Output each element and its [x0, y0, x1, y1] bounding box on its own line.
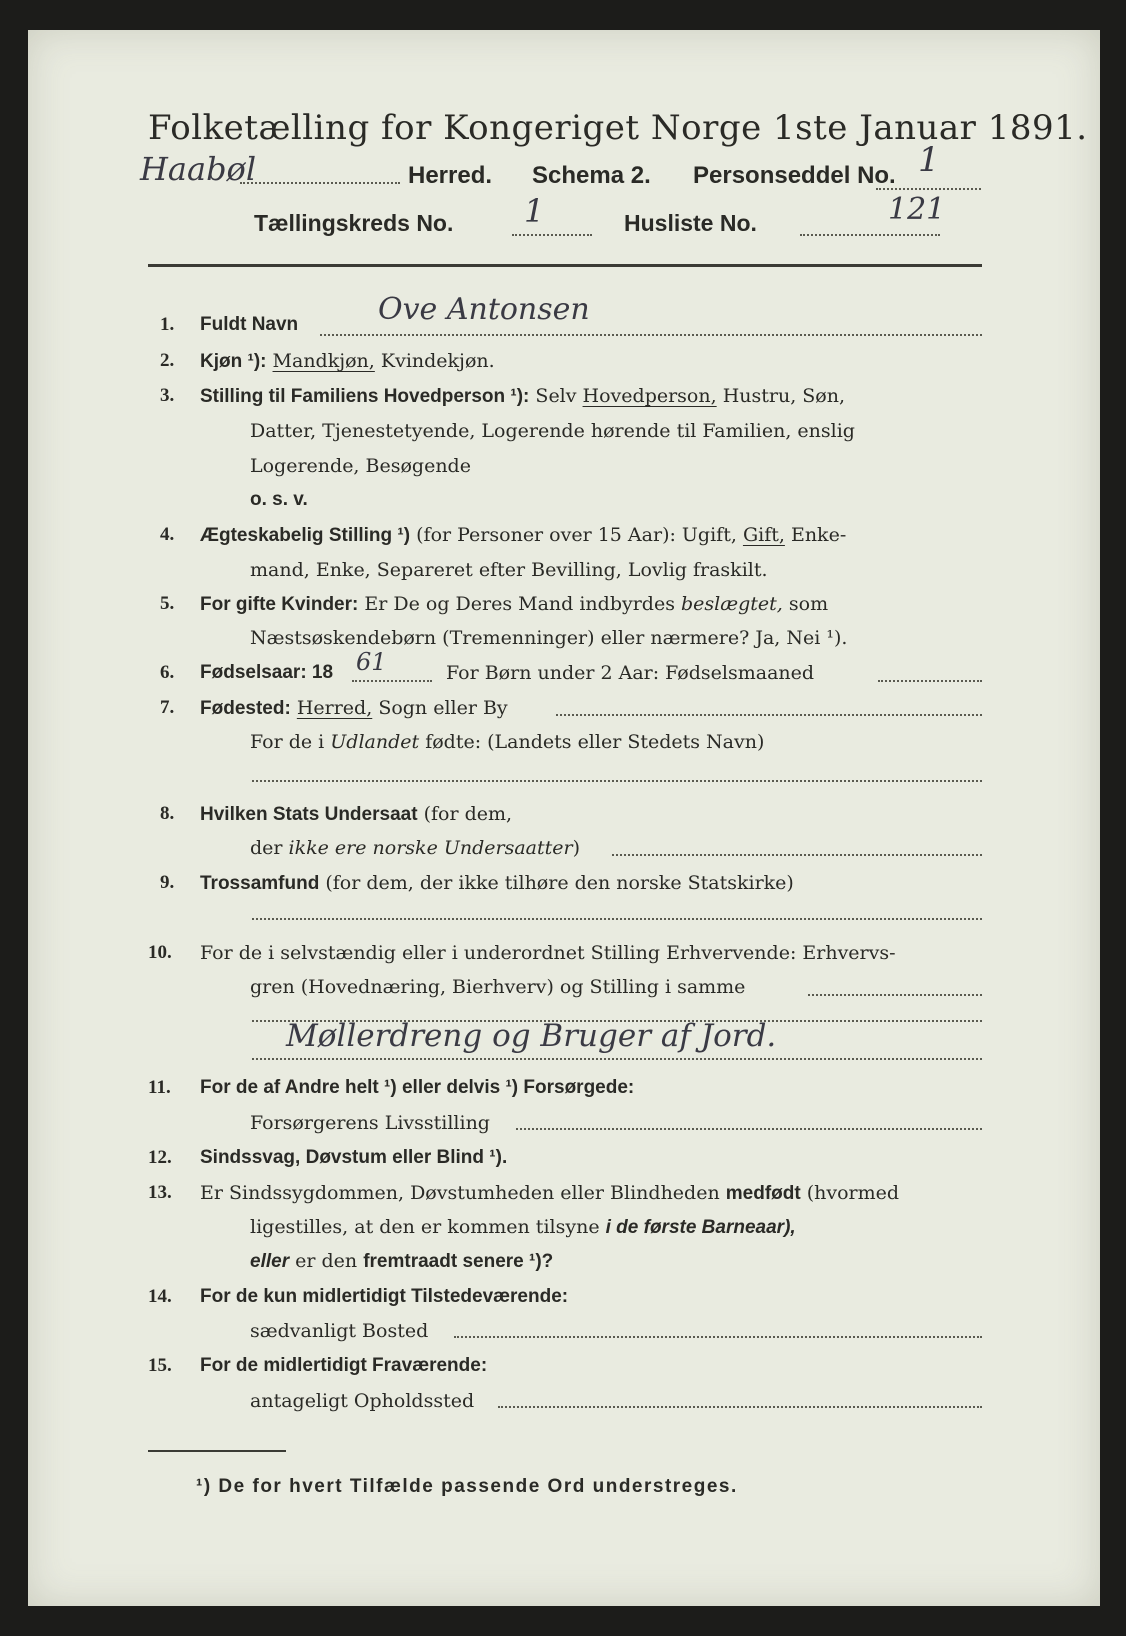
q9-dotted-line	[252, 918, 982, 920]
q4-label: Ægteskabelig Stilling ¹)	[200, 525, 411, 546]
q5-text-beslaegtet: beslægtet,	[681, 593, 783, 615]
q14-line-1: For de kun midlertidigt Tilstedeværende:	[200, 1286, 569, 1307]
personseddel-dotted-line	[876, 188, 981, 190]
q7-line-2b: Udlandet	[330, 731, 420, 753]
q9-text-b: Statskirke)	[687, 872, 794, 894]
q14-dotted-line	[454, 1336, 982, 1338]
q6-answer-year: 61	[356, 648, 387, 676]
q13-text-medfodt: medfødt	[725, 1183, 801, 1204]
item-number-12: 12.	[148, 1147, 172, 1168]
q11-dotted-line	[516, 1128, 982, 1130]
item-number-7: 7.	[160, 697, 175, 718]
kreds-handwritten: 1	[524, 192, 545, 230]
q8-label: Hvilken Stats Undersaat	[200, 804, 418, 825]
q11-line-2: Forsørgerens Livsstilling	[250, 1112, 490, 1134]
q15-dotted-line	[498, 1406, 982, 1408]
q5-line-2: Næstsøskendebørn (Tremenninger) eller nærmere? Ja, Nei ¹).	[250, 627, 848, 649]
header-divider	[148, 264, 982, 267]
q13-text-c: (hvormed	[806, 1182, 900, 1204]
item-number-9: 9.	[160, 872, 175, 893]
q7-dotted-line-2	[252, 780, 982, 782]
q6-dotted-line-2	[878, 680, 982, 682]
q3-label: Stilling til Familiens Hovedperson ¹):	[200, 386, 530, 407]
q2-option-kvindekjon: Kvindekjøn.	[380, 350, 495, 372]
q5-label: For gifte Kvinder:	[200, 594, 359, 615]
footnote: ¹) De for hvert Tilfælde passende Ord understreges.	[196, 1476, 738, 1497]
q9-text-a: (for dem, der ikke tilhøre den norske	[325, 872, 682, 894]
q10-dotted-line-3	[252, 1058, 982, 1060]
q11-line-1: For de af Andre helt ¹) eller delvis ¹) Forsørgede:	[200, 1077, 635, 1098]
q13-line-3c: fremtraadt senere ¹)?	[363, 1251, 554, 1272]
q7-line-2c: fødte: (Landets eller Stedets Navn)	[425, 731, 765, 753]
q10-line-1: For de i selvstændig eller i underordnet Stilling Erhvervende: Erhvervs-	[200, 942, 896, 964]
q2-label: Kjøn ¹):	[200, 351, 267, 372]
q2-option-mandkjon: Mandkjøn,	[272, 350, 375, 372]
q13-line-2a: ligestilles, at den er kommen tilsyne	[250, 1216, 600, 1238]
q8-dotted-line	[612, 854, 982, 856]
q10-line-2: gren (Hovednæring, Bierhverv) og Stilling i samme	[250, 976, 746, 998]
item-number-11: 11.	[148, 1077, 171, 1098]
item-number-3: 3.	[160, 385, 175, 406]
q4-option-gift: Gift,	[742, 524, 785, 546]
item-number-13: 13.	[148, 1182, 172, 1203]
q7-line-2a: For de i	[250, 731, 325, 753]
husliste-label: Husliste No.	[624, 210, 757, 236]
footnote-rule	[148, 1450, 286, 1452]
q6-text-fodselsmaaned: For Børn under 2 Aar: Fødselsmaaned	[446, 662, 815, 684]
q10-dotted-line	[808, 994, 982, 996]
q3-line-3: Logerende, Besøgende	[250, 455, 471, 477]
herred-label: Herred.	[408, 162, 493, 189]
form-title: Folketælling for Kongeriget Norge 1ste Januar 1891.	[148, 108, 1088, 148]
q1-label: Fuldt Navn	[200, 314, 299, 335]
q15-line-2: antageligt Opholdssted	[250, 1390, 475, 1412]
q12-text: Sindssvag, Døvstum eller Blind ¹).	[200, 1147, 508, 1168]
item-number-8: 8.	[160, 803, 175, 824]
q4-options-c: Enke-	[790, 524, 847, 546]
q3-options-rest: Hustru, Søn,	[722, 385, 846, 407]
q7-option-sogn: Sogn eller By	[378, 697, 508, 719]
q3-option-hovedperson: Hovedperson,	[582, 385, 717, 407]
item-number-1: 1.	[160, 314, 175, 335]
q1-dotted-line	[320, 334, 982, 336]
herred-handwritten: Haabøl	[140, 150, 257, 188]
q8-line-2a: der	[250, 837, 283, 859]
q7-label: Fødested:	[200, 698, 291, 719]
q3-line-2: Datter, Tjenestetyende, Logerende hørende til Familien, enslig	[250, 420, 855, 442]
q8-text-a: (for dem,	[423, 803, 513, 825]
schema-label: Schema 2.	[532, 162, 651, 189]
q5-text-a: Er De og Deres Mand indbyrdes	[364, 593, 675, 615]
item-number-6: 6.	[160, 662, 175, 683]
husliste-handwritten: 121	[888, 192, 946, 227]
q8-line-2b: ikke ere norske Undersaatter	[288, 837, 573, 859]
item-number-15: 15.	[148, 1355, 172, 1376]
kreds-label: Tællingskreds No.	[254, 210, 454, 236]
q7-option-herred: Herred,	[296, 697, 373, 719]
q9-label: Trossamfund	[200, 873, 320, 894]
q6-dotted-line	[352, 680, 432, 682]
item-number-10: 10.	[148, 942, 172, 963]
q6-label: Fødselsaar: 18	[200, 662, 334, 683]
personseddel-label: Personseddel No.	[693, 162, 896, 189]
item-number-2: 2.	[160, 350, 175, 371]
q13-line-2b: i de første Barneaar),	[605, 1217, 796, 1238]
husliste-dotted-line	[800, 234, 940, 236]
q4-line-2: mand, Enke, Separeret efter Bevilling, Lovlig fraskilt.	[250, 559, 768, 581]
q1-answer-name: Ove Antonsen	[378, 292, 590, 327]
q5-text-c: som	[788, 593, 829, 615]
q4-options-a: (for Personer over 15 Aar): Ugift,	[416, 524, 737, 546]
item-number-4: 4.	[160, 524, 175, 545]
kreds-dotted-line	[512, 234, 592, 236]
item-number-14: 14.	[148, 1286, 172, 1307]
q3-option-selv: Selv	[535, 385, 577, 407]
q15-line-1: For de midlertidigt Fraværende:	[200, 1355, 488, 1376]
q7-dotted-line	[556, 714, 982, 716]
q14-line-2: sædvanligt Bosted	[250, 1320, 429, 1342]
q3-line-4: o. s. v.	[250, 489, 308, 510]
personseddel-handwritten: 1	[918, 140, 940, 180]
item-number-5: 5.	[160, 593, 175, 614]
herred-dotted-line	[240, 182, 400, 184]
q13-line-3b: er den	[295, 1250, 358, 1272]
q10-answer-occupation: Møllerdreng og Bruger af Jord.	[286, 1018, 777, 1054]
q13-line-3a: eller	[250, 1251, 290, 1272]
q13-text-a: Er Sindssygdommen, Døvstumheden eller Blindheden	[200, 1182, 720, 1204]
